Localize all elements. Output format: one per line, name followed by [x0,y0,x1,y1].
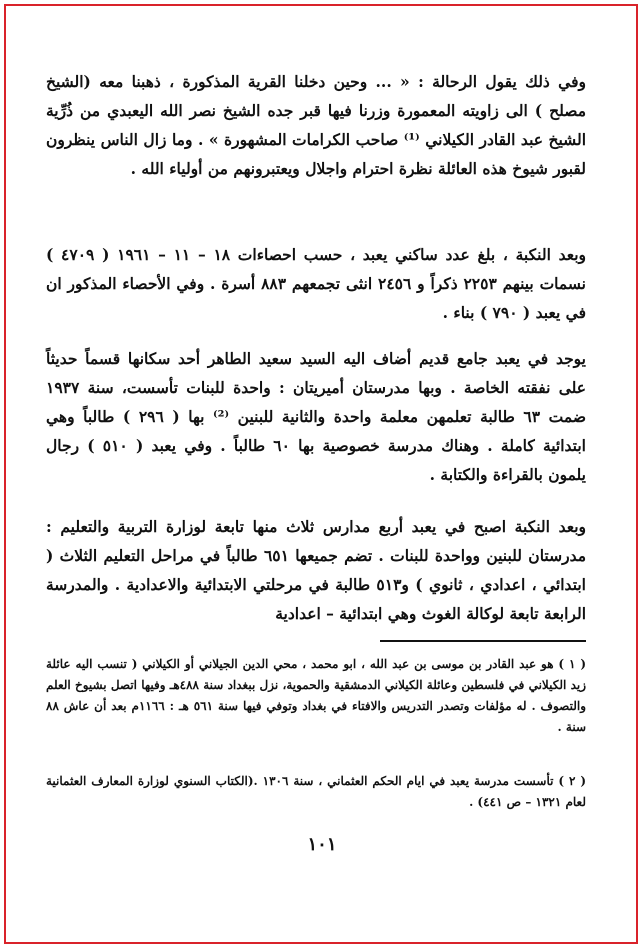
paragraph-traveler-quote: وفي ذلك يقول الرحالة : « ... وحين دخلنا القرية المذكورة ، ذهبنا معه (الشيخ مصلح ) الى زاويته المعمورة وزرنا فيها قبر جده الشيخ نصر الله اليعبدي من ذُرِّية الشيخ عبد القادر الكيلاني ⁽¹⁾ صاحب الكرامات المشهورة » . وما زال الناس ينظرون لقبور شيوخ هذه العائلة نظرة احترام واجلال ويعتبرونهم من أولياء الله . [46,72,587,178]
footnote-1: ( ١ ) هو عبد القادر بن موسى بن عبد الله ، ابو محمد ، محي الدين الجيلاني أو الكيلاني ( تنسب اليه عائلة زيد الكيلاني في فلسطين وعائلة الكيلاني الدمشقية والحموية، نزل ببغداد سنة ٤٨٨هـ وفيها اتصل بشيوخ العلم والتصوف . له مؤلفات وتصدر التدريس والافتاء في بغداد وتوفي فيها سنة ٥٦١ هـ : ١١٦٦م بعد أن عاش ٨٨ سنة . [46,657,587,734]
paragraph-mosque-schools: يوجد في يعبد جامع قديم أضاف اليه السيد سعيد الطاهر أحد سكانها قسماً حديثاً على نفقته الخاصة . وبها مدرستان أميريتان : واحدة للبنات تأسست، سنة ١٩٣٧ ضمت ٦٣ طالبة تعلمهن معلمة واحدة والثانية للبنين ⁽²⁾ بها ( ٢٩٦ ) طالباً وهي ابتدائية كاملة . وهناك مدرسة خصوصية بها ٦٠ طالباً . وفي يعبد ( ٥١٠ ) رجال يلمون بالقراءة والكتابة . [46,349,586,484]
paragraph-schools-after-nakba: وبعد النكبة اصبح في يعبد أربع مدارس ثلاث منها تابعة لوزارة التربية والتعليم : مدرستان للبنين وواحدة للبنات . تضم جميعها ٦٥١ طالباً في مراحل التعليم الثلاث ( ابتدائي ، اعدادي ، ثانوي ) و٥١٣ طالبة في مرحلتي الابتدائية والاعدادية . والمدرسة الرابعة تابعة لوكالة الغوث وهي ابتدائية – اعدادية [46,517,587,623]
footnote-2: ( ٢ ) تأسست مدرسة يعبد في ايام الحكم العثماني ، سنة ١٣٠٦ .(الكتاب السنوي لوزارة المعارف العثمانية لعام ١٣٢١ – ص ٤٤١) . [46,774,587,809]
page-number: ١٠١ [307,834,337,855]
footnote-divider [380,640,586,642]
paragraph-population-census: وبعد النكبة ، بلغ عدد ساكني يعبد ، حسب احصاءات ١٨ – ١١ – ١٩٦١ ( ٤٧٠٩ ) نسمات بينهم ٢٢٥٣ ذكراً و ٢٤٥٦ انثى تجمعهم ٨٨٣ أسرة . وفي الأحصاء المذكور ان في يعبد ( ٧٩٠ ) بناء . [46,245,587,322]
